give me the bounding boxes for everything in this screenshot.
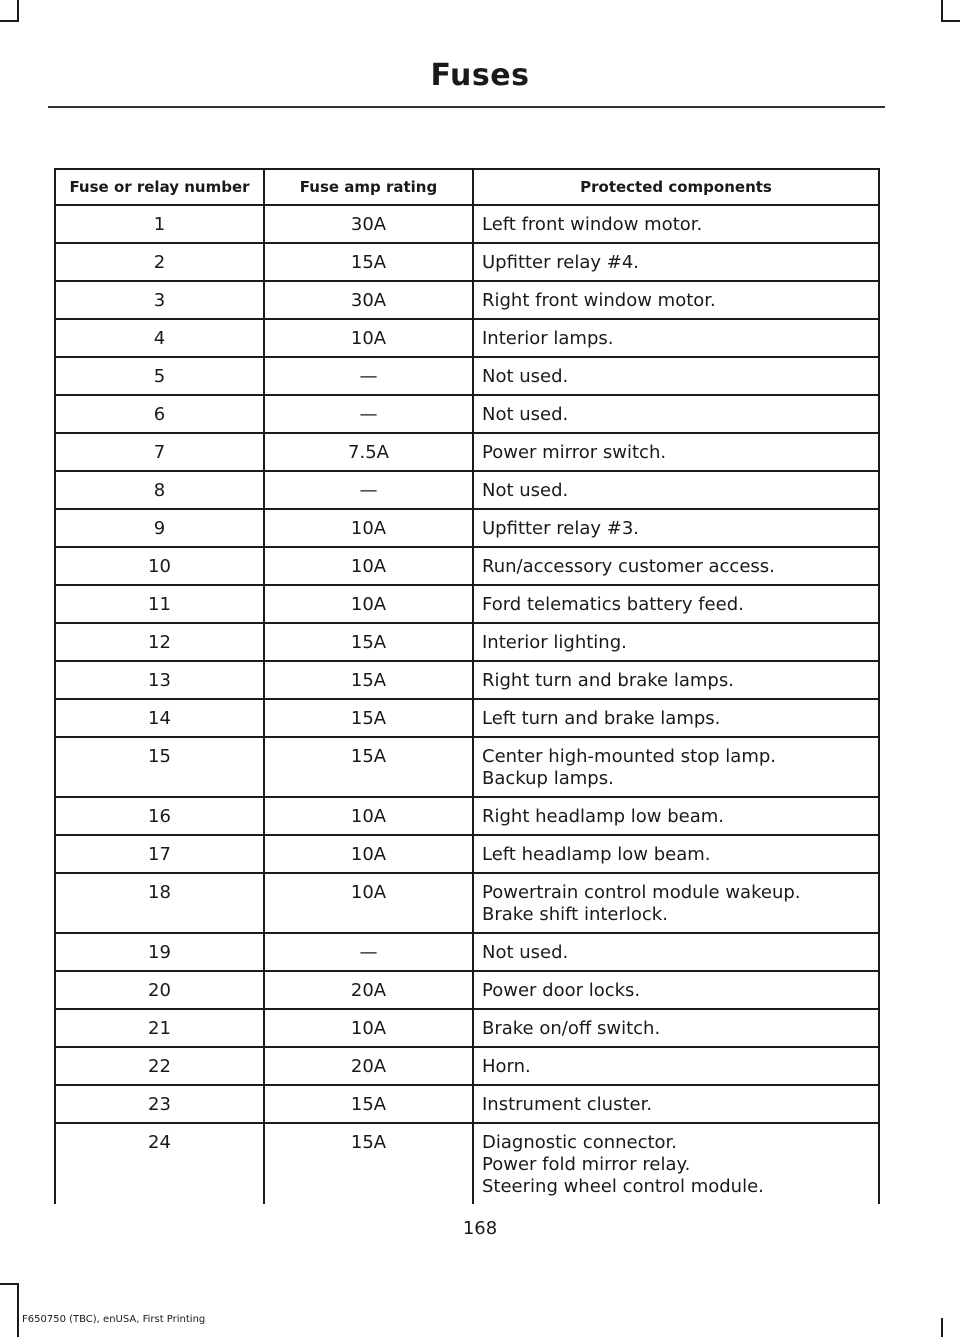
component-line: Ford telematics battery feed. [482,594,744,615]
protected-components-cell [473,1009,879,1047]
component-line: Left headlamp low beam. [482,844,711,865]
amp-rating-cell: 10A [264,1009,473,1047]
fuse-number-cell: 9 [55,509,264,547]
amp-rating-cell: 15A [264,737,473,797]
fuse-number-cell: 4 [55,319,264,357]
component-line: Interior lighting. [482,632,627,653]
protected-components-cell [473,1047,879,1085]
protected-components-cell [473,873,879,933]
protected-components-cell [473,585,879,623]
protected-components-cell [473,623,879,661]
fuse-number-cell: 20 [55,971,264,1009]
component-line: Right turn and brake lamps. [482,670,734,691]
crop-mark [17,1283,19,1337]
component-line: Powertrain control module wakeup. [482,882,801,903]
amp-rating-cell: 15A [264,699,473,737]
component-line: Horn. [482,1056,531,1077]
table-header-row [55,169,879,205]
component-line: Left front window motor. [482,214,703,235]
amp-rating-cell: 10A [264,547,473,585]
fuse-number-cell: 21 [55,1009,264,1047]
table-row [55,1009,879,1047]
table-row [55,933,879,971]
table-row [55,873,879,933]
amp-rating-cell: 15A [264,623,473,661]
page-title: Fuses [430,58,530,93]
protected-components-cell [473,509,879,547]
amp-rating-cell: 10A [264,509,473,547]
amp-rating-cell: — [264,357,473,395]
column-header-fuse-number: Fuse or relay number [55,169,264,205]
table-row [55,1123,879,1204]
fuse-number-cell: 19 [55,933,264,971]
fuse-number-cell: 24 [55,1123,264,1204]
protected-components-cell [473,281,879,319]
amp-rating-cell: 10A [264,873,473,933]
fuse-number-cell: 12 [55,623,264,661]
component-line: Diagnostic connector. [482,1132,678,1153]
protected-components-cell [473,933,879,971]
amp-rating-cell: 10A [264,585,473,623]
component-line: Upfitter relay #4. [482,252,639,273]
table-row [55,357,879,395]
protected-components-cell [473,737,879,797]
protected-components-cell [473,1085,879,1123]
table-row [55,835,879,873]
amp-rating-cell: 10A [264,319,473,357]
fuse-table [54,168,880,1204]
fuse-number-cell: 5 [55,357,264,395]
fuse-number-cell: 16 [55,797,264,835]
protected-components-cell [473,699,879,737]
component-line: Run/accessory customer access. [482,556,775,577]
fuse-number-cell: 2 [55,243,264,281]
amp-rating-cell: 15A [264,1085,473,1123]
fuse-number-cell: 10 [55,547,264,585]
fuse-number-cell: 23 [55,1085,264,1123]
amp-rating-cell: 10A [264,835,473,873]
amp-rating-cell: 15A [264,243,473,281]
component-line: Not used. [482,480,569,501]
table-row [55,547,879,585]
protected-components-cell [473,243,879,281]
table-row [55,623,879,661]
component-line: Right front window motor. [482,290,716,311]
crop-mark [17,0,19,22]
document-info: F650750 (TBC), enUSA, First Printing [22,1314,206,1325]
amp-rating-cell: 15A [264,1123,473,1204]
component-line: Steering wheel control module. [482,1176,764,1197]
component-line: Center high-mounted stop lamp. [482,746,776,767]
column-header-protected-components: Protected components [473,169,879,205]
table-row [55,395,879,433]
component-line: Not used. [482,942,569,963]
component-line: Brake shift interlock. [482,904,668,925]
protected-components-cell [473,205,879,243]
component-line: Power fold mirror relay. [482,1154,691,1175]
component-line: Upfitter relay #3. [482,518,639,539]
fuse-number-cell: 13 [55,661,264,699]
table-row [55,699,879,737]
protected-components-cell [473,433,879,471]
fuse-number-cell: 15 [55,737,264,797]
table-row [55,1085,879,1123]
component-line: Interior lamps. [482,328,614,349]
amp-rating-cell: 20A [264,971,473,1009]
table-row [55,797,879,835]
table-row [55,661,879,699]
crop-mark [0,20,19,22]
table-row [55,319,879,357]
component-line: Left turn and brake lamps. [482,708,721,729]
table-row [55,585,879,623]
component-line: Power mirror switch. [482,442,667,463]
protected-components-cell [473,1123,879,1204]
component-line: Power door locks. [482,980,641,1001]
table-row [55,1047,879,1085]
crop-mark [941,0,943,22]
amp-rating-cell: 20A [264,1047,473,1085]
component-line: Backup lamps. [482,768,614,789]
table-row [55,281,879,319]
page-number: 168 [462,1218,498,1239]
protected-components-cell [473,471,879,509]
table-row [55,509,879,547]
protected-components-cell [473,357,879,395]
fuse-number-cell: 6 [55,395,264,433]
protected-components-cell [473,395,879,433]
amp-rating-cell: — [264,933,473,971]
fuse-number-cell: 1 [55,205,264,243]
table-row [55,205,879,243]
table-row [55,737,879,797]
component-line: Instrument cluster. [482,1094,653,1115]
protected-components-cell [473,547,879,585]
component-line: Not used. [482,404,569,425]
amp-rating-cell: 10A [264,797,473,835]
amp-rating-cell: 7.5A [264,433,473,471]
crop-mark [941,20,960,22]
table-row [55,433,879,471]
table-row [55,971,879,1009]
title-divider [48,106,885,108]
protected-components-cell [473,661,879,699]
protected-components-cell [473,319,879,357]
amp-rating-cell: — [264,395,473,433]
fuse-number-cell: 17 [55,835,264,873]
amp-rating-cell: — [264,471,473,509]
fuse-number-cell: 18 [55,873,264,933]
table-row [55,243,879,281]
amp-rating-cell: 30A [264,281,473,319]
fuse-number-cell: 8 [55,471,264,509]
component-line: Not used. [482,366,569,387]
protected-components-cell [473,971,879,1009]
crop-mark [941,1318,943,1337]
fuse-number-cell: 11 [55,585,264,623]
crop-mark [0,1283,19,1285]
amp-rating-cell: 30A [264,205,473,243]
component-line: Right headlamp low beam. [482,806,725,827]
column-header-amp-rating: Fuse amp rating [264,169,473,205]
fuse-number-cell: 7 [55,433,264,471]
component-line: Brake on/off switch. [482,1018,661,1039]
table-row [55,471,879,509]
protected-components-cell [473,797,879,835]
fuse-number-cell: 3 [55,281,264,319]
amp-rating-cell: 15A [264,661,473,699]
protected-components-cell [473,835,879,873]
fuse-number-cell: 22 [55,1047,264,1085]
fuse-number-cell: 14 [55,699,264,737]
